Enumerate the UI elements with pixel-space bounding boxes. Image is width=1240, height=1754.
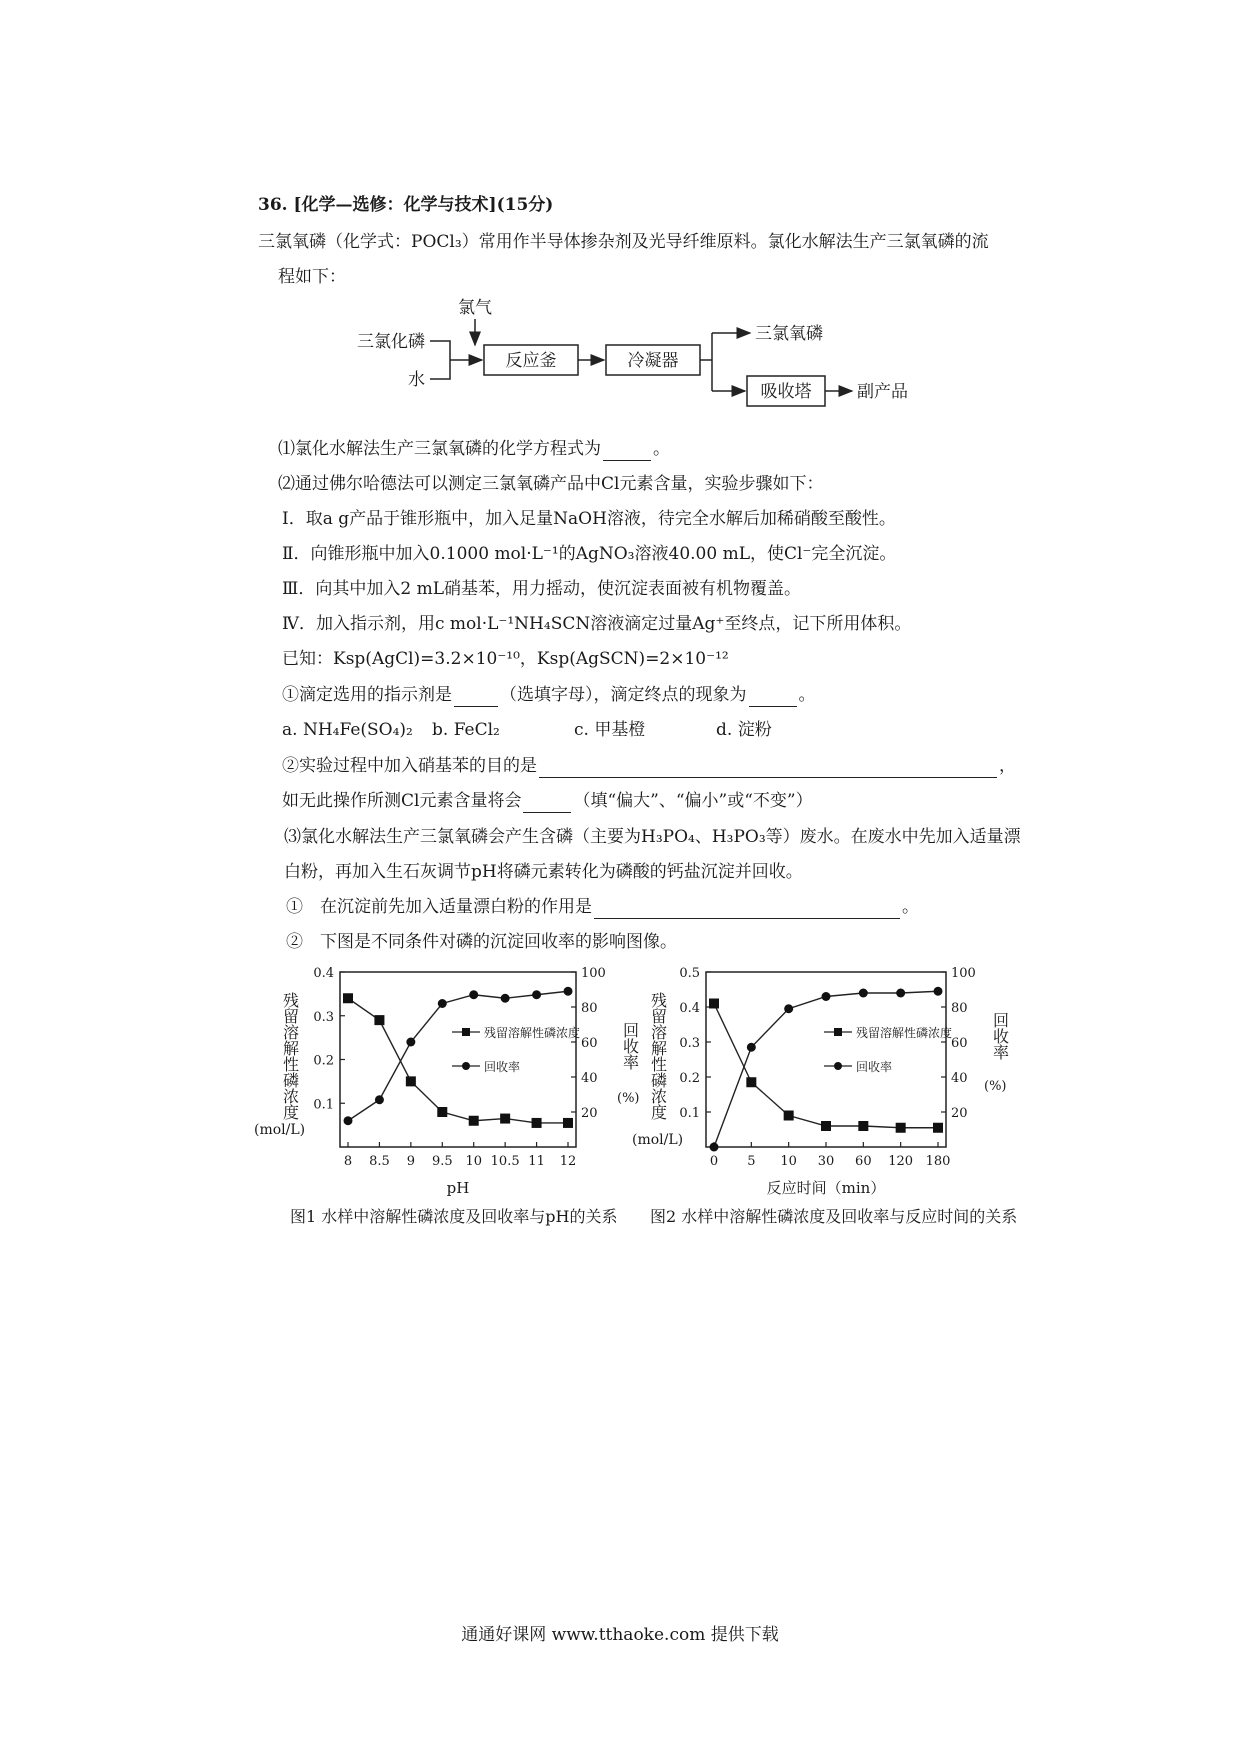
- fig1-legend-rate: 回收率: [484, 1060, 521, 1074]
- question-2: [282, 754, 1016, 778]
- option-b: b. FeCl₂: [432, 720, 500, 740]
- fig2-recovery-point: [822, 992, 831, 1001]
- fig1-concentration-point: [406, 1076, 416, 1086]
- fig1-left-tick-label: 0.3: [313, 1009, 334, 1025]
- step-3: Ⅲ．向其中加入2 mL硝基苯，用力摇动，使沉淀表面被有机物覆盖。: [282, 579, 802, 599]
- fig2-concentration-point: [896, 1123, 906, 1133]
- fig2-concentration-point: [784, 1111, 794, 1121]
- fig2-recovery-point: [710, 1143, 719, 1152]
- answer-blank-endpoint[interactable]: [749, 688, 797, 707]
- flow-water-label: 水: [408, 370, 425, 390]
- fig1-x-tick-label: 8: [343, 1154, 353, 1169]
- fig2-right-axis-label: 回收率: [990, 1012, 1010, 1060]
- fig1-recovery-point: [469, 990, 478, 999]
- step-1: Ⅰ．取a g产品于锥形瓶中，加入足量NaOH溶液，待完全水解后加稀硝酸至酸性。: [282, 509, 896, 529]
- flow-chlorine-label: 氯气: [458, 298, 492, 318]
- fig1-left-axis-title: [254, 992, 305, 1138]
- fig1-recovery-point: [406, 1038, 415, 1047]
- fig2-x-tick-label: 120: [888, 1154, 914, 1169]
- fig1-x-tick-label: 12: [559, 1154, 577, 1169]
- fig1-right-tick-label: 40: [581, 1071, 598, 1086]
- fig2-x-axis-label: 反应时间（min）: [766, 1179, 886, 1197]
- question-2b-text-b: （填“偏大”、“偏小”或“不变”）: [573, 791, 813, 811]
- answer-blank-bleach[interactable]: [594, 900, 900, 919]
- fig1-right-tick-label: 100: [581, 966, 606, 981]
- fig2-recovery-point: [934, 987, 943, 996]
- fig2-x-tick-label: 60: [855, 1154, 872, 1169]
- answer-blank-1[interactable]: [603, 442, 651, 461]
- option-c: c. 甲基橙: [574, 720, 646, 740]
- part-3-question-1-text: ① 在沉淀前先加入适量漂白粉的作用是: [286, 897, 592, 917]
- question-2b: [282, 789, 813, 813]
- fig1-x-tick-label: 10: [465, 1154, 482, 1169]
- flow-reactor-label: 反应釜: [505, 351, 557, 371]
- fig2-legend-marker-conc: [834, 1028, 842, 1036]
- fig2-x-tick-label: 30: [817, 1154, 835, 1169]
- part-1-end: 。: [653, 439, 670, 459]
- fig1-right-tick-label: 60: [581, 1036, 598, 1051]
- fig1-concentration-point: [374, 1015, 384, 1025]
- fig1-concentration-point: [500, 1114, 510, 1124]
- part-1-text: ⑴氯化水解法生产三氯氧磷的化学方程式为: [278, 439, 601, 459]
- question-title: 36. [化学—选修：化学与技术](15分): [258, 195, 554, 215]
- fig1-x-tick-label: 11: [528, 1154, 545, 1169]
- fig2-right-axis-unit: (%): [984, 1079, 1007, 1094]
- option-a: a. NH₄Fe(SO₄)₂: [282, 720, 413, 740]
- fig1-recovery-point: [344, 1116, 353, 1125]
- fig1-concentration-point: [469, 1116, 479, 1126]
- part-3-question-1-end: 。: [902, 897, 919, 917]
- fig1-recovery-point: [375, 1095, 384, 1104]
- fig1-left-tick-label: 0.4: [313, 966, 334, 981]
- fig1-left-axis-label: 残留溶解性磷浓度: [280, 992, 300, 1120]
- fig1-right-axis-label: 回收率: [620, 1022, 640, 1070]
- part-3-line-2: 白粉，再加入生石灰调节pH将磷元素转化为磷酸的钙盐沉淀并回收。: [284, 862, 803, 882]
- flow-condenser-label: 冷凝器: [627, 351, 679, 371]
- fig2-concentration-point: [933, 1123, 943, 1133]
- fig2-left-axis-label: 残留溶解性磷浓度: [648, 992, 668, 1120]
- fig1-recovery-point: [438, 999, 447, 1008]
- fig2-recovery-point: [784, 1004, 793, 1013]
- fig2-concentration-point: [821, 1121, 831, 1131]
- fig2-left-tick-label: 0.4: [679, 1001, 700, 1016]
- figure-2-chart: [628, 962, 1008, 1207]
- fig2-left-tick-label: 0.2: [679, 1071, 700, 1086]
- fig1-legend: [452, 1025, 580, 1074]
- fig2-right-tick-label: 60: [951, 1036, 968, 1051]
- fig2-legend-conc: 残留溶解性磷浓度: [856, 1026, 953, 1040]
- fig2-recovery-point: [896, 989, 905, 998]
- fig2-right-tick-label: 40: [951, 1071, 968, 1086]
- fig2-recovery-point: [747, 1043, 756, 1052]
- question-2b-text-a: 如无此操作所测Cl元素含量将会: [282, 791, 522, 811]
- part-2: ⑵通过佛尔哈德法可以测定三氯氧磷产品中Cl元素含量，实验步骤如下：: [278, 474, 824, 494]
- fig1-right-tick-label: 20: [581, 1106, 598, 1121]
- question-1-text-a: ①滴定选用的指示剂是: [282, 685, 452, 705]
- answer-blank-effect[interactable]: [523, 794, 571, 813]
- part-1: [278, 437, 670, 461]
- question-1-text-b: （选填字母），滴定终点的现象为: [500, 685, 747, 705]
- step-2: Ⅱ．向锥形瓶中加入0.1000 mol·L⁻¹的AgNO₃溶液40.00 mL，使Cl⁻完全沉淀。: [282, 544, 897, 564]
- part-3-line-1: ⑶氯化水解法生产三氯氧磷会产生含磷（主要为H₃PO₄、H₃PO₃等）废水。在废水中先加入适量漂: [284, 827, 1021, 847]
- fig1-left-tick-label: 0.1: [313, 1097, 334, 1113]
- fig1-x-tick-label: 9: [406, 1154, 415, 1169]
- flow-absorber-label: 吸收塔: [760, 382, 812, 402]
- known-constants: 已知：Ksp(AgCl)=3.2×10⁻¹⁰，Ksp(AgSCN)=2×10⁻¹²: [282, 649, 729, 669]
- options-row: [282, 718, 772, 742]
- fig1-recovery-point: [532, 990, 541, 999]
- fig1-left-axis-unit: (mol/L): [254, 1122, 306, 1138]
- fig1-concentration-point: [563, 1118, 573, 1128]
- fig1-legend-conc: 残留溶解性磷浓度: [484, 1026, 581, 1040]
- fig1-concentration-point: [343, 993, 353, 1003]
- flow-pcl3-label: 三氯化磷: [357, 332, 425, 352]
- fig1-recovery-point: [564, 987, 573, 996]
- fig1-legend-marker-conc: [462, 1028, 470, 1036]
- option-d: d. 淀粉: [716, 720, 772, 740]
- fig2-concentration-point: [709, 999, 719, 1009]
- part-3-question-1: [286, 895, 919, 919]
- fig2-concentration-point: [858, 1121, 868, 1131]
- intro-line-2: 程如下：: [278, 267, 346, 287]
- question-1: [282, 683, 816, 707]
- fig2-right-tick-label: 100: [951, 966, 976, 981]
- step-4: Ⅳ．加入指示剂，用c mol·L⁻¹NH₄SCN溶液滴定过量Ag⁺至终点，记下所用体积。: [282, 614, 912, 634]
- fig2-right-tick-label: 80: [951, 1001, 968, 1016]
- fig2-left-axis-unit: (mol/L): [632, 1132, 684, 1148]
- fig1-x-tick-label: 10.5: [490, 1154, 520, 1169]
- fig1-left-tick-label: 0.2: [313, 1053, 334, 1069]
- flow-product-label: 三氯氧磷: [755, 324, 823, 344]
- page-footer: 通通好课网 www.tthaoke.com 提供下载: [461, 1625, 779, 1645]
- fig2-x-tick-label: 5: [747, 1154, 756, 1169]
- fig2-x-tick-label: 0: [709, 1154, 719, 1169]
- fig2-right-axis-title: [984, 1012, 1010, 1094]
- fig2-x-tick-label: 180: [925, 1154, 951, 1169]
- fig2-legend: [824, 1025, 952, 1074]
- fig1-concentration-point: [437, 1107, 447, 1117]
- fig1-x-axis-label: pH: [446, 1179, 470, 1197]
- fig2-left-tick-label: 0.3: [679, 1036, 700, 1051]
- fig2-legend-rate: 回收率: [856, 1060, 893, 1074]
- fig2-left-tick-label: 0.5: [679, 966, 700, 981]
- fig2-right-tick-label: 20: [951, 1106, 968, 1121]
- part-3-question-2: ② 下图是不同条件对磷的沉淀回收率的影响图像。: [286, 932, 677, 952]
- answer-blank-indicator[interactable]: [454, 688, 498, 707]
- fig2-left-axis-title: [632, 992, 683, 1148]
- fig2-recovery-point: [859, 989, 868, 998]
- figure-1-chart: [252, 962, 640, 1207]
- flow-condenser-split: [700, 333, 712, 391]
- question-1-end: 。: [798, 685, 816, 705]
- fig2-legend-marker-rate: [834, 1062, 842, 1070]
- fig1-right-tick-label: 80: [581, 1001, 598, 1016]
- question-2-end: ，: [999, 756, 1016, 776]
- figure-2-caption: 图2 水样中溶解性磷浓度及回收率与反应时间的关系: [650, 1207, 1018, 1226]
- fig1-x-tick-label: 8.5: [369, 1154, 390, 1169]
- fig1-concentration-point: [532, 1118, 542, 1128]
- question-2-text: ②实验过程中加入硝基苯的目的是: [282, 756, 537, 776]
- fig1-recovery-point: [501, 994, 510, 1003]
- answer-blank-purpose[interactable]: [539, 759, 997, 778]
- fig2-left-tick-label: 0.1: [679, 1106, 700, 1121]
- process-flow-diagram: [340, 295, 1040, 425]
- fig1-legend-marker-rate: [462, 1062, 470, 1070]
- fig1-x-tick-label: 9.5: [431, 1154, 453, 1169]
- flow-byproduct-label: 副产品: [857, 382, 908, 402]
- fig2-concentration-point: [746, 1077, 756, 1087]
- flow-input-bracket: [430, 341, 450, 379]
- fig1-right-axis-unit: (%): [617, 1091, 640, 1106]
- figure-1-caption: 图1 水样中溶解性磷浓度及回收率与pH的关系: [290, 1207, 618, 1226]
- fig2-x-tick-label: 10: [780, 1154, 797, 1169]
- intro-line-1: 三氯氧磷（化学式：POCl₃）常用作半导体掺杂剂及光导纤维原料。氯化水解法生产三氯氧磷的流: [258, 232, 989, 252]
